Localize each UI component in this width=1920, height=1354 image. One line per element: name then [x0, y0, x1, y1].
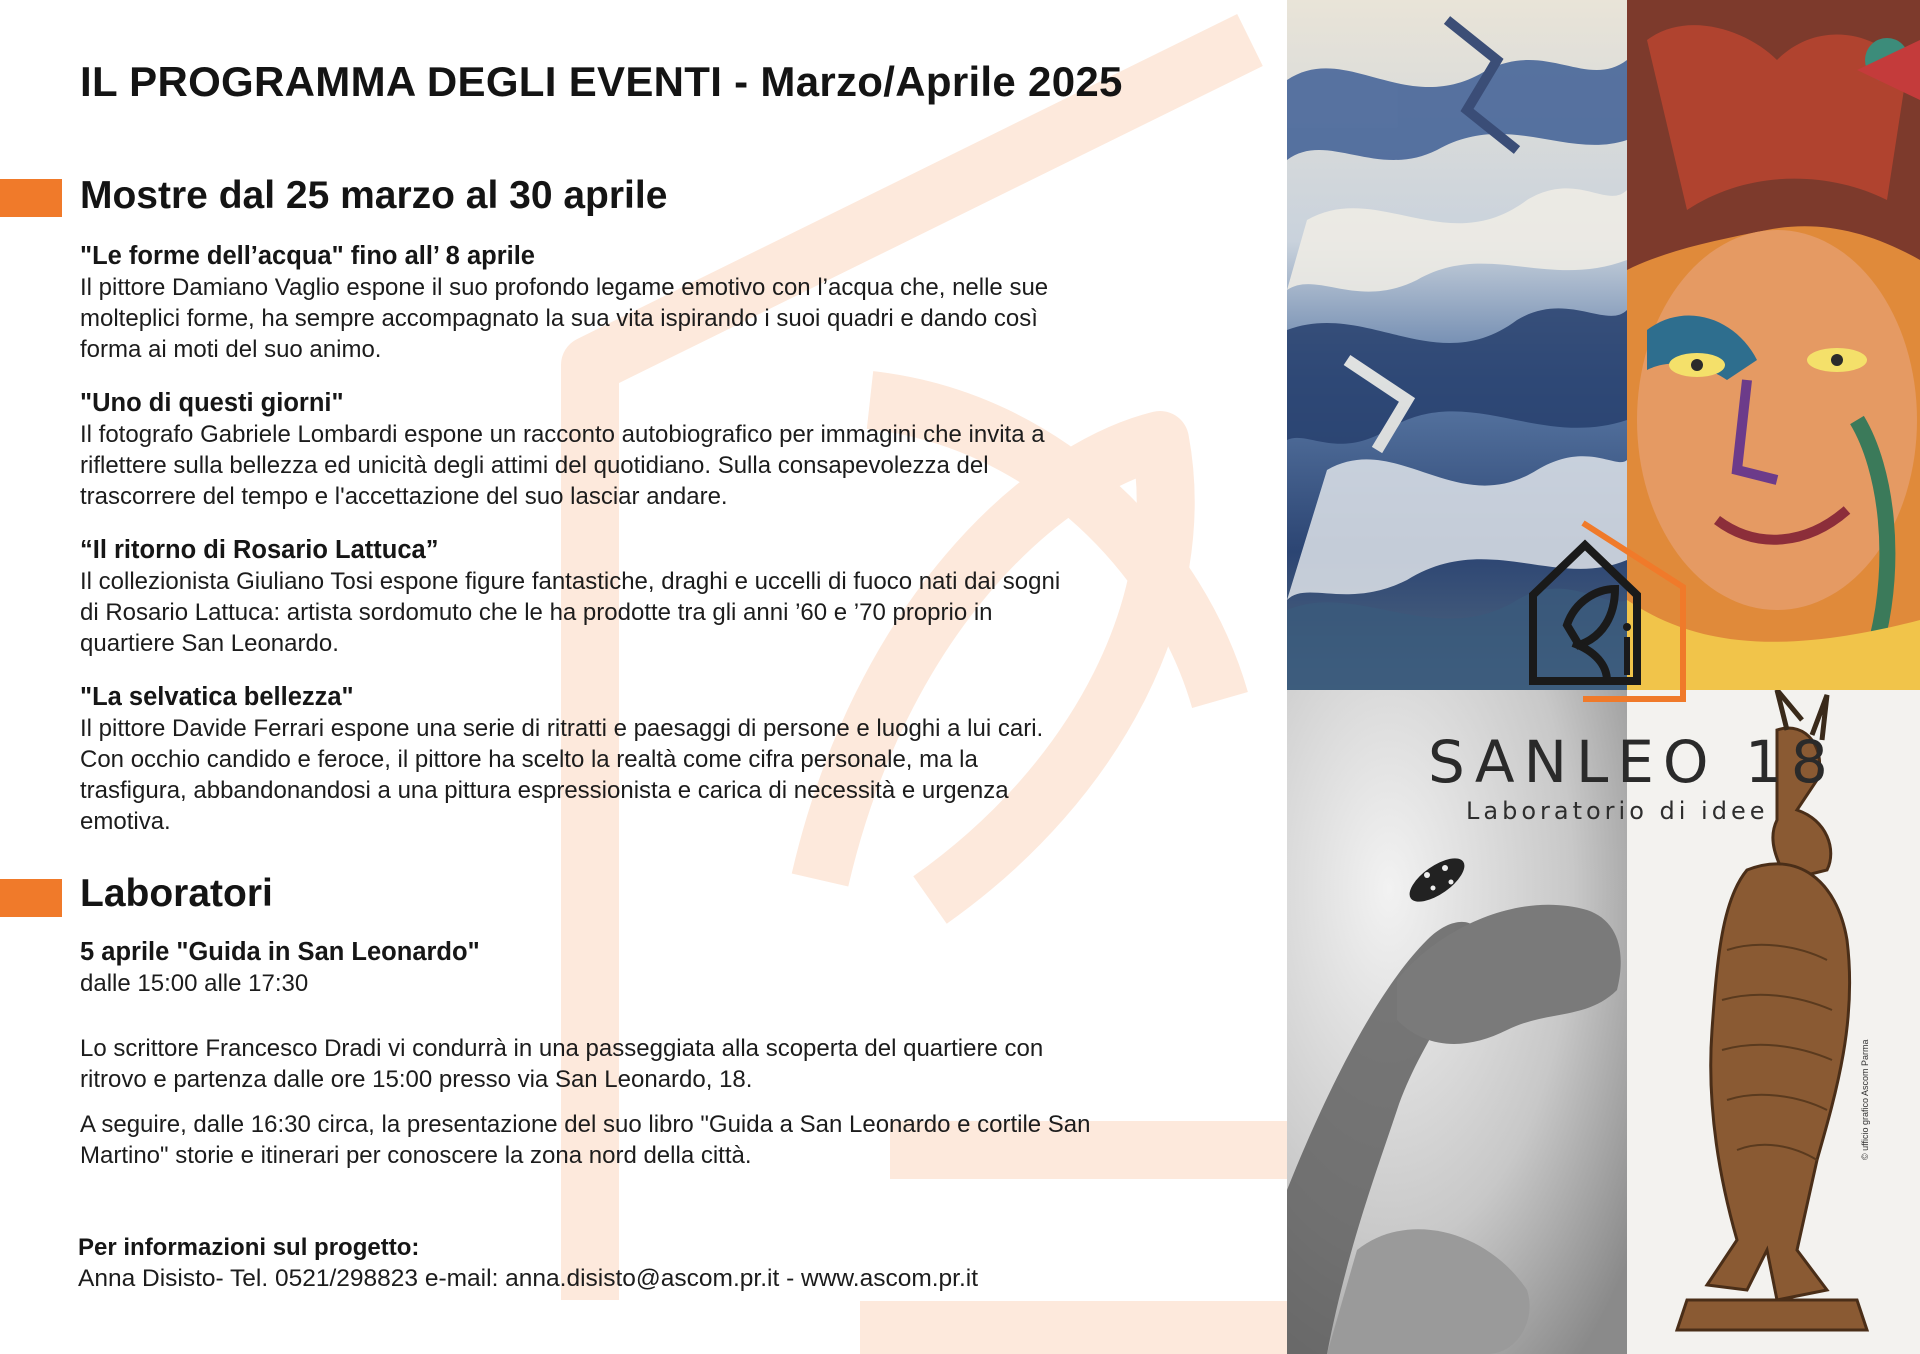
graphic-credit: © ufficio grafico Ascom Parma: [1860, 1039, 1870, 1160]
description-line: trascorrere del tempo e l'accettazione del suo lasciar andare.: [80, 483, 728, 510]
workshops-heading: Laboratori: [80, 872, 273, 915]
house-leaf-logo-icon: [1523, 515, 1705, 705]
description-line: Con occhio candido e feroce, il pittore ha scelto la realtà come cifra personale, ma la: [80, 746, 978, 773]
exhibition-description: [80, 713, 1200, 837]
paragraph-line: ritrovo e partenza dalle ore 15:00 presso via San Leonardo, 18.: [80, 1066, 753, 1093]
exhibition-item: [80, 388, 1200, 512]
exhibition-description: [80, 566, 1200, 659]
workshop-title: 5 aprile "Guida in San Leonardo": [80, 938, 480, 966]
description-line: quartiere San Leonardo.: [80, 630, 339, 657]
exhibition-item: [80, 682, 1200, 837]
exhibition-title: "Uno di questi giorni": [80, 389, 344, 417]
contact-label: Per informazioni sul progetto:: [78, 1234, 420, 1261]
paragraph-line: A seguire, dalle 16:30 circa, la presentazione del suo libro "Guida a San Leonardo e cortile San: [80, 1111, 1091, 1138]
description-line: emotiva.: [80, 808, 171, 835]
exhibition-item: [80, 241, 1200, 365]
exhibition-title: "La selvatica bellezza": [80, 683, 354, 711]
section-marker-exhibitions: [0, 179, 62, 217]
workshop-paragraph: [80, 1109, 1200, 1171]
description-line: Il collezionista Giuliano Tosi espone figure fantastiche, draghi e uccelli di fuoco nati dai sogni: [80, 568, 1061, 595]
description-line: forma ai moti del suo animo.: [80, 336, 382, 363]
description-line: Il pittore Damiano Vaglio espone il suo profondo legame emotivo con l’acqua che, nelle sue: [80, 274, 1049, 301]
exhibition-description: [80, 272, 1200, 365]
exhibition-description: [80, 419, 1200, 512]
exhibitions-heading: Mostre dal 25 marzo al 30 aprile: [80, 174, 668, 217]
paragraph-line: Martino" storie e itinerari per conoscere la zona nord della città.: [80, 1142, 752, 1169]
contact-details: Anna Disisto- Tel. 0521/298823 e-mail: anna.disisto@ascom.pr.it - www.ascom.pr.it: [78, 1265, 979, 1292]
exhibition-title: “Il ritorno di Rosario Lattuca”: [80, 536, 439, 564]
brand-name: SANLEO 18: [1428, 728, 1837, 796]
description-line: riflettere sulla bellezza ed unicità degli attimi del quotidiano. Sulla consapevolezza del: [80, 452, 989, 479]
workshop-time: [80, 968, 1200, 999]
paragraph-line: Lo scrittore Francesco Dradi vi condurrà in una passeggiata alla scoperta del quartiere con: [80, 1035, 1044, 1062]
workshop-paragraph: [80, 1033, 1200, 1095]
page-title: IL PROGRAMMA DEGLI EVENTI - Marzo/Aprile 2025: [80, 58, 1123, 105]
exhibition-title: "Le forme dell’acqua" fino all’ 8 aprile: [80, 242, 535, 270]
section-marker-workshops: [0, 879, 62, 917]
brand-tagline: Laboratorio di idee: [1466, 797, 1769, 825]
exhibition-item: [80, 535, 1200, 659]
description-line: Il fotografo Gabriele Lombardi espone un racconto autobiografico per immagini che invita a: [80, 421, 1045, 448]
workshop-time-text: dalle 15:00 alle 17:30: [80, 970, 309, 997]
workshop-item: [80, 937, 1200, 999]
description-line: trasfigura, abbandonandosi a una pittura espressionista e carica di necessità e urgenza: [80, 777, 1009, 804]
description-line: molteplici forme, ha sempre accompagnato la sua vita ispirando i suoi quadri e dando così: [80, 305, 1038, 332]
description-line: Il pittore Davide Ferrari espone una serie di ritratti e paesaggi di persone e luoghi a lui cari.: [80, 715, 1044, 742]
description-line: di Rosario Lattuca: artista sordomuto che le ha prodotte tra gli anni ’60 e ’70 proprio in: [80, 599, 993, 626]
